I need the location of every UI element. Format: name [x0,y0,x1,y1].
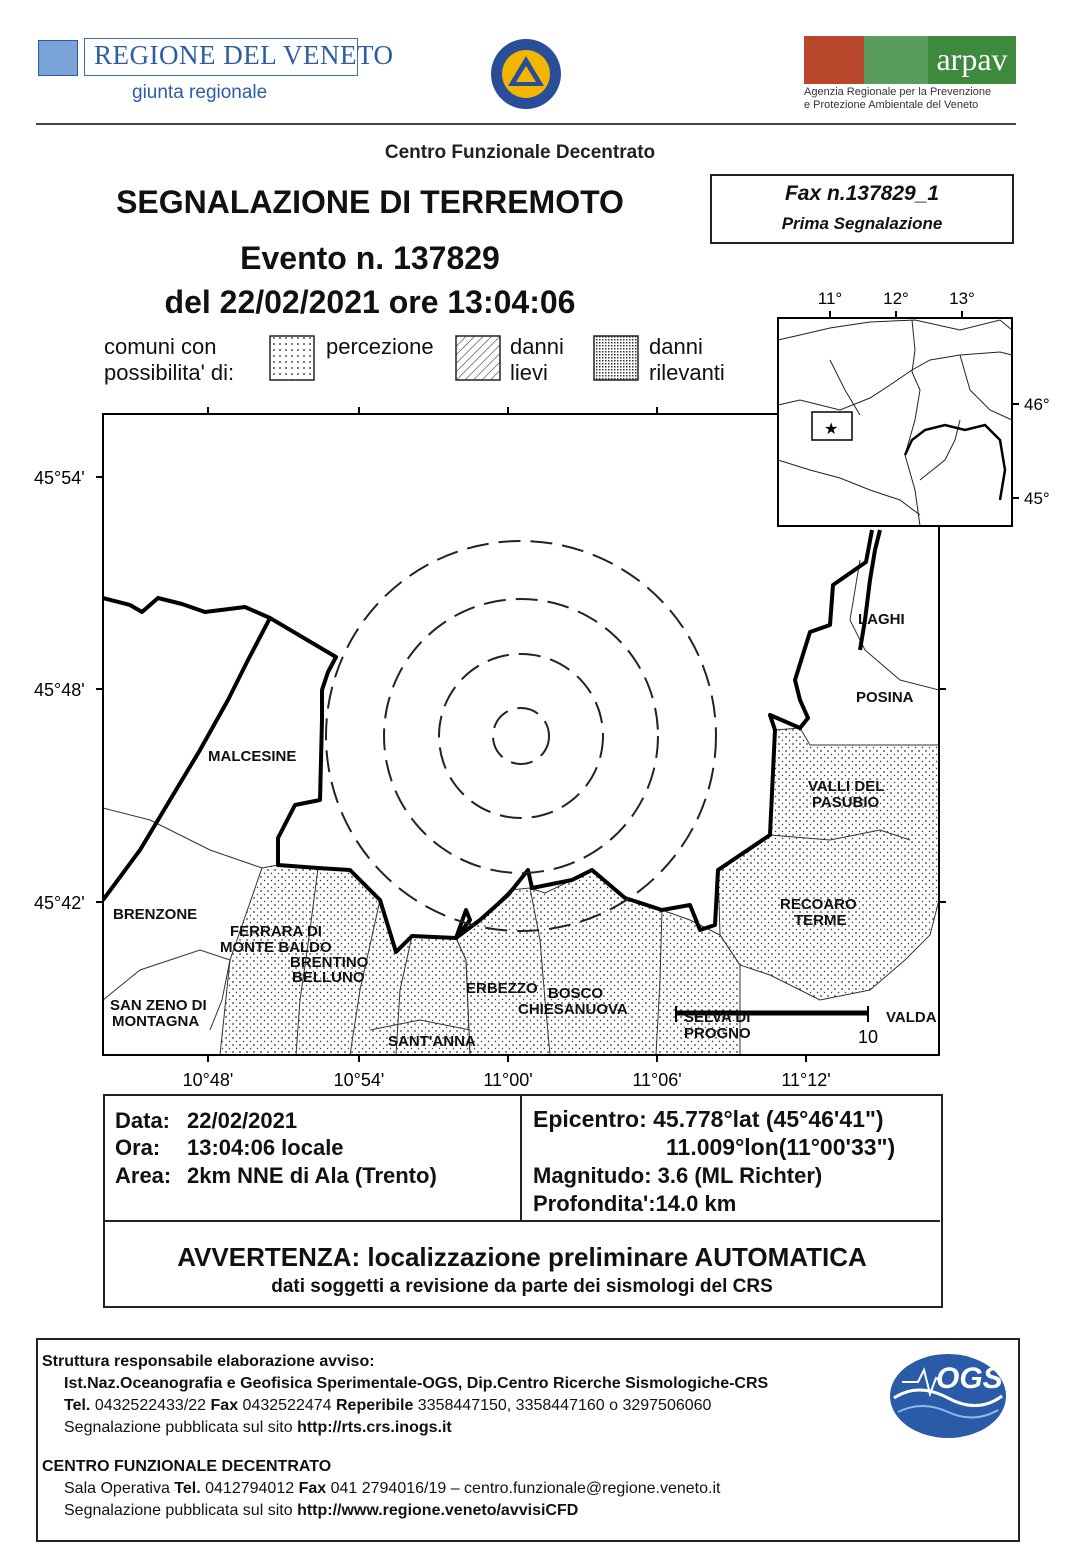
footer-rep-label: Reperibile [335,1397,414,1414]
info-divider-vertical [520,1096,522,1220]
place-laghi: LAGHI [858,611,905,628]
legend-heavy-damage-line2: rilevanti [649,360,725,385]
footer-pub2-line [64,1502,578,1520]
inset-lat-2: 45° [1024,489,1050,508]
protezione-civile-seal [488,36,564,112]
footer-pub-line [64,1419,452,1437]
place-sanzeno-2: MONTAGNA [112,1013,200,1030]
footer-sala-tel: 0412794012 [205,1480,295,1497]
intensity-ring-3 [384,599,658,873]
place-malcesine: MALCESINE [208,748,297,765]
arpav-subtitle-1: Agenzia Regionale per la Prevenzione [804,86,992,98]
legend-intro-line2: possibilita' di: [104,360,235,385]
legend-perception-swatch [270,336,314,380]
ogs-logo-text: OGS [936,1362,1003,1395]
place-sanzeno-1: SAN ZENO DI [110,997,207,1014]
header-rule [36,123,1016,125]
lion-crest-icon [38,40,78,76]
warning-subtitle: dati soggetti a revisione da parte dei sismologi del CRS [271,1276,773,1297]
legend-heavy-damage-swatch [594,336,638,380]
footer-sala-line [64,1480,720,1498]
legend-light-damage-line1: danni [510,334,564,359]
place-bosco-1: BOSCO [548,985,604,1002]
place-selva-1: SELVA DI [684,1009,751,1026]
footer-pub2-link[interactable]: http://www.regione.veneto/avvisiCFD [297,1502,579,1519]
info-area-label: Area: [115,1163,172,1188]
fax-number: Fax n.137829_1 [784,182,940,205]
lon-label-2: 10°54' [333,1070,385,1090]
place-selva-2: PROGNO [684,1025,751,1042]
footer-resp-org: Ist.Naz.Oceanografia e Geofisica Sperimentale-OGS, Dip.Centro Ricerche Sismologiche-CRS [64,1375,769,1392]
winged-lion-icon [804,36,864,84]
place-valli-1: VALLI DEL [808,778,885,795]
intensity-ring-2 [439,654,603,818]
info-ora-label: Ora: [115,1135,161,1160]
footer-tel-label: Tel. [64,1397,91,1414]
footer-sala-text: Sala Operativa [64,1480,170,1497]
info-depth: Profondita':14.0 km [533,1191,737,1216]
regione-logo-title: REGIONE DEL VENETO [94,40,394,70]
place-posina: POSINA [856,689,914,706]
perception-area-east [718,728,939,1000]
place-ferrara-2: MONTE BALDO [220,939,332,956]
info-epicentre-2: 11.009°lon(11°00'33") [666,1134,896,1160]
place-brenzone: BRENZONE [113,906,198,923]
inset-epicentre-star: ★ [824,421,839,438]
place-recoaro-2: TERME [794,912,847,929]
footer-resp-title: Struttura responsabile elaborazione avviso: [42,1353,375,1370]
legend-heavy-damage-line1: danni [649,334,703,359]
legend-light-damage-line2: lievi [510,360,548,385]
lon-label-4: 11°06' [632,1070,682,1090]
event-number: Evento n. 137829 [240,240,500,276]
arpav-logo [804,36,1016,84]
footer-pub2-text: Segnalazione pubblicata sul sito [64,1502,293,1519]
lat-label-3: 45°42' [34,893,85,913]
place-brentino-2: BELLUNO [292,969,365,986]
legend-perception-label: percezione [326,334,434,359]
info-data-value: 22/02/2021 [187,1108,298,1133]
legend-swatches [260,330,680,386]
warning-title: AVVERTENZA: localizzazione preliminare AUTOMATICA [177,1242,867,1272]
info-divider-horizontal [104,1220,940,1222]
lat-label-2: 45°48' [34,680,85,700]
inset-lon-2: 12° [883,289,909,308]
place-valli-2: PASUBIO [812,794,880,811]
centre-title: Centro Funzionale Decentrato [384,142,656,163]
footer-cfd-title: CENTRO FUNZIONALE DECENTRATO [42,1458,332,1475]
page-title: SEGNALAZIONE DI TERREMOTO [116,184,624,220]
arpav-name: arpav [928,36,1016,84]
footer-sala-tel-label: Tel. [174,1480,201,1497]
lon-label-3: 11°00' [483,1070,533,1090]
footer-fax-value: 0432522474 [242,1397,332,1414]
place-ferrara-1: FERRARA DI [230,923,322,940]
ogs-logo [888,1352,1008,1440]
info-epicentre-1: Epicentro: 45.778°lat (45°46'41") [533,1106,884,1132]
footer-pub-text: Segnalazione pubblicata sul sito [64,1419,293,1436]
footer-fax-label: Fax [210,1397,239,1414]
lon-label-1: 10°48' [182,1070,234,1090]
inset-map [770,284,1070,534]
info-ora-value: 13:04:06 locale [187,1135,344,1160]
footer-pub-link[interactable]: http://rts.crs.inogs.it [297,1419,452,1436]
intensity-rings [326,541,716,931]
legend-heavy-damage-label [649,334,725,386]
scale-label: 10 [858,1027,879,1047]
place-valda: VALDA [886,1009,937,1026]
place-recoaro-1: RECOARO [780,896,857,913]
legend-light-damage-label [510,334,564,386]
info-area-value: 2km NNE di Ala (Trento) [187,1163,437,1188]
inset-lon-1: 11° [817,289,843,308]
legend-intro-line1: comuni con [104,334,217,359]
legend-light-damage-swatch [456,336,500,380]
intensity-ring-1 [493,708,549,764]
info-data-label: Data: [115,1108,171,1133]
footer-sala-fax-label: Fax [298,1480,327,1497]
footer-tel-value: 0432522433/22 [94,1397,207,1414]
legend-intro [104,334,234,386]
info-magnitude: Magnitudo: 3.6 (ML Richter) [533,1163,823,1188]
footer-rep-value: 3358447150, 3358447160 o 3297506060 [417,1397,712,1414]
place-erbezzo: ERBEZZO [466,980,538,997]
inset-lon-3: 13° [949,289,975,308]
arpav-subtitle-2: e Protezione Ambientale del Veneto [804,99,979,111]
fax-type: Prima Segnalazione [781,214,943,233]
event-datetime: del 22/02/2021 ore 13:04:06 [164,284,576,320]
place-bosco-2: CHIESANUOVA [518,1001,628,1018]
footer-sala-fax-rest: 041 2794016/19 – centro.funzionale@regione.veneto.it [330,1480,721,1497]
inset-lat-1: 46° [1024,395,1050,414]
place-brentino-1: BRENTINO [290,954,369,971]
lon-label-5: 11°12' [781,1070,831,1090]
regione-logo-subtitle: giunta regionale [132,82,268,103]
arpav-leaf-icon [864,36,928,84]
lat-label-1: 45°54' [34,468,85,488]
place-santanna: SANT'ANNA [388,1033,476,1050]
footer-contacts [64,1397,711,1415]
